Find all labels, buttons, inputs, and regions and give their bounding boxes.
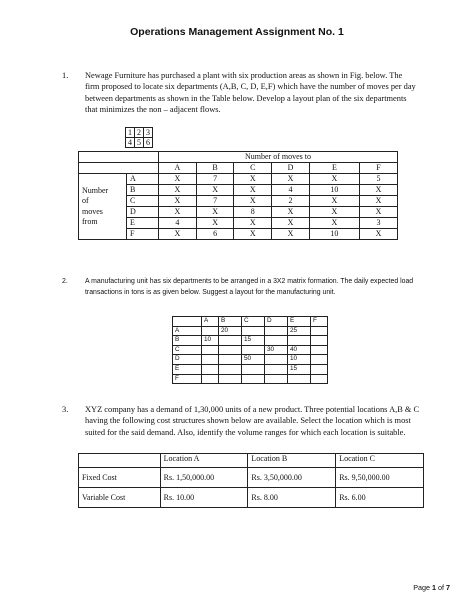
cost-cell: Rs. 9,50,000.00 [336, 468, 424, 488]
cost-header: Location A [160, 454, 248, 468]
cost-row [79, 488, 424, 508]
load-cell [288, 336, 311, 346]
moves-row-group-label [79, 174, 127, 240]
load-cell: 50 [242, 355, 265, 365]
moves-col-header: E [309, 163, 359, 174]
moves-cell: X [309, 218, 359, 229]
cost-cell: Rs. 3,50,000.00 [248, 468, 336, 488]
moves-cell: X [159, 185, 197, 196]
load-col-header: D [265, 317, 288, 327]
grid-row [126, 128, 153, 138]
load-row-header: B [173, 336, 202, 346]
load-row [173, 374, 328, 384]
moves-cell: 7 [196, 174, 234, 185]
load-cell [311, 345, 328, 355]
moves-row-header: E [127, 218, 159, 229]
cost-cell: Rs. 1,50,000.00 [160, 468, 248, 488]
moves-cell: X [159, 229, 197, 240]
moves-cell: X [159, 207, 197, 218]
load-cell [202, 345, 219, 355]
cost-header: Location C [336, 454, 424, 468]
question-2-number: 2. [62, 278, 68, 285]
moves-col-header: C [234, 163, 272, 174]
moves-row [79, 196, 398, 207]
load-col-header: A [202, 317, 219, 327]
grid-cell: 6 [144, 138, 153, 148]
moves-cell: 3 [359, 218, 397, 229]
moves-row-header: D [127, 207, 159, 218]
grid-cell: 4 [126, 138, 135, 148]
moves-cell: X [272, 229, 310, 240]
load-cell [288, 374, 311, 384]
load-row-header: E [173, 364, 202, 374]
moves-header-row [79, 152, 398, 163]
moves-cell: 8 [234, 207, 272, 218]
load-cell [219, 355, 242, 365]
moves-corner-cell [79, 163, 159, 174]
load-cell: 15 [288, 364, 311, 374]
moves-cell: 2 [272, 196, 310, 207]
load-cell [202, 355, 219, 365]
load-cell: 20 [219, 326, 242, 336]
load-row [173, 345, 328, 355]
load-cell [311, 326, 328, 336]
load-row [173, 336, 328, 346]
load-col-header: C [242, 317, 265, 327]
moves-cell: X [196, 218, 234, 229]
footer-page-word: Page [413, 583, 430, 592]
moves-cell: X [359, 185, 397, 196]
load-cell [219, 336, 242, 346]
load-cell [265, 374, 288, 384]
grid-cell: 1 [126, 128, 135, 138]
moves-cell: X [159, 174, 197, 185]
moves-row [79, 229, 398, 240]
moves-row-header: A [127, 174, 159, 185]
moves-cell: X [359, 229, 397, 240]
moves-row-group-label-line: moves [82, 206, 103, 216]
moves-row [79, 207, 398, 218]
load-cell [311, 364, 328, 374]
load-cell: 30 [265, 345, 288, 355]
load-cell [265, 326, 288, 336]
moves-col-header: A [159, 163, 197, 174]
plant-layout-grid [125, 127, 153, 148]
footer-current-page: 1 [432, 583, 436, 592]
moves-table [78, 151, 398, 240]
load-header-row [173, 317, 328, 327]
grid-cell: 3 [144, 128, 153, 138]
moves-col-row [79, 163, 398, 174]
cost-header-row [79, 454, 424, 468]
moves-cell: X [234, 174, 272, 185]
load-cell [202, 326, 219, 336]
load-row [173, 355, 328, 365]
load-row [173, 326, 328, 336]
moves-row [79, 174, 398, 185]
moves-col-header: F [359, 163, 397, 174]
load-row [173, 364, 328, 374]
load-cell [219, 364, 242, 374]
load-row-header: D [173, 355, 202, 365]
moves-col-header: B [196, 163, 234, 174]
moves-row-group-label-line: Number [82, 185, 109, 195]
load-cell [311, 374, 328, 384]
moves-cell: X [309, 207, 359, 218]
moves-cell: 10 [309, 185, 359, 196]
moves-cell: X [359, 207, 397, 218]
load-cell [242, 374, 265, 384]
load-cell: 15 [242, 336, 265, 346]
load-corner-cell [173, 317, 202, 327]
cost-row-label: Variable Cost [79, 488, 161, 508]
load-row-header: A [173, 326, 202, 336]
load-cell [242, 364, 265, 374]
load-col-header: F [311, 317, 328, 327]
moves-cell: 6 [196, 229, 234, 240]
moves-row-group-label-line: from [82, 217, 98, 226]
moves-cell: 10 [309, 229, 359, 240]
cost-cell: Rs. 8.00 [248, 488, 336, 508]
load-cell [311, 336, 328, 346]
load-row-header: F [173, 374, 202, 384]
question-3-number: 3. [62, 405, 69, 414]
moves-corner-cell [79, 152, 159, 163]
load-cell: 40 [288, 345, 311, 355]
load-cell [242, 345, 265, 355]
moves-row-header: F [127, 229, 159, 240]
cost-row [79, 468, 424, 488]
moves-cell: X [359, 196, 397, 207]
page-footer [413, 583, 450, 592]
moves-cell: X [159, 196, 197, 207]
load-cell [265, 355, 288, 365]
question-3-text: XYZ company has a demand of 1,30,000 units of a new product. Three potential locations A,B & C having the following cost structures shown below are available. Select the location which is most suited for the said demand. Also, identify the volume ranges for which each location is suitable. [85, 405, 420, 437]
moves-cell: X [196, 185, 234, 196]
load-cell: 10 [288, 355, 311, 365]
moves-cell: 4 [272, 185, 310, 196]
load-cell [202, 374, 219, 384]
cost-header [79, 454, 161, 468]
moves-cell: X [196, 207, 234, 218]
page-title: Operations Management Assignment No. 1 [130, 26, 344, 38]
moves-row-group-label-line: of [82, 196, 89, 205]
moves-row [79, 185, 398, 196]
moves-cell: X [234, 229, 272, 240]
moves-cell: X [272, 207, 310, 218]
moves-header: Number of moves to [159, 152, 398, 163]
question-2-text: A manufacturing unit has six departments to be arranged in a 3X2 matrix formation. The daily expected load transactions in tons is as given below. Suggest a layout for the manufacturing unit. [85, 278, 414, 296]
load-table [172, 316, 328, 384]
load-cell [202, 364, 219, 374]
footer-total-pages: 7 [446, 583, 450, 592]
cost-header: Location B [248, 454, 336, 468]
load-cell [242, 326, 265, 336]
moves-cell: X [234, 218, 272, 229]
moves-cell: X [234, 196, 272, 207]
load-col-header: B [219, 317, 242, 327]
moves-cell: X [272, 218, 310, 229]
grid-row [126, 138, 153, 148]
load-cell [311, 355, 328, 365]
load-cell [265, 364, 288, 374]
cost-cell: Rs. 6.00 [336, 488, 424, 508]
question-1-number: 1. [62, 71, 69, 80]
moves-col-header: D [272, 163, 310, 174]
load-cell [219, 345, 242, 355]
footer-of-word: of [438, 583, 444, 592]
cost-table [78, 453, 424, 508]
moves-cell: X [309, 196, 359, 207]
moves-cell: 7 [196, 196, 234, 207]
moves-cell: 4 [159, 218, 197, 229]
load-cell: 10 [202, 336, 219, 346]
moves-row [79, 218, 398, 229]
moves-cell: 5 [359, 174, 397, 185]
moves-row-header: C [127, 196, 159, 207]
grid-cell: 5 [135, 138, 144, 148]
load-col-header: E [288, 317, 311, 327]
grid-cell: 2 [135, 128, 144, 138]
cost-cell: Rs. 10.00 [160, 488, 248, 508]
load-cell: 25 [288, 326, 311, 336]
moves-row-header: B [127, 185, 159, 196]
load-row-header: C [173, 345, 202, 355]
moves-cell: X [309, 174, 359, 185]
moves-cell: X [234, 185, 272, 196]
load-cell [219, 374, 242, 384]
load-cell [265, 336, 288, 346]
cost-row-label: Fixed Cost [79, 468, 161, 488]
moves-cell: X [272, 174, 310, 185]
question-1-text: Newage Furniture has purchased a plant with six production areas as shown in Fig. below. The firm proposed to locate six departments (A,B, C, D, E,F) which have the number of moves per day between departments as shown in the Table below. Develop a layout plan of the six departments that minimizes the non – adjacent flows. [85, 71, 416, 114]
